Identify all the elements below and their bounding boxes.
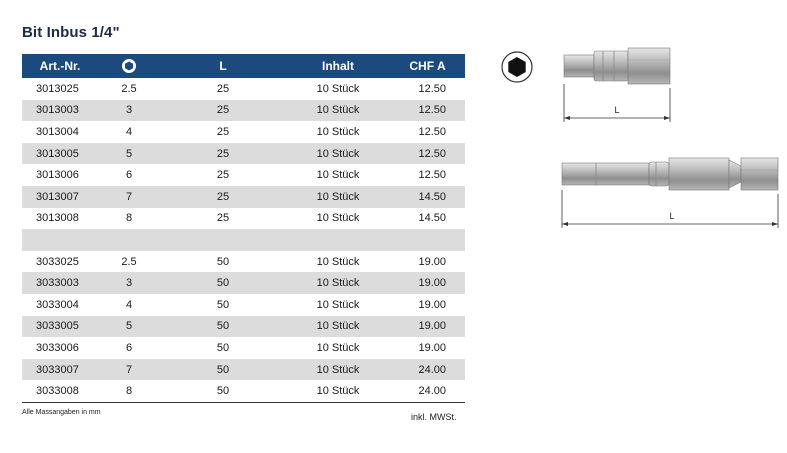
cell-art-nr: 3033008 (22, 380, 98, 402)
cell-price: 12.50 (390, 100, 465, 122)
cell-content: 10 Stück (286, 380, 390, 402)
cell-length: 25 (160, 78, 286, 100)
cell-diameter: 4 (98, 294, 160, 316)
cell-content: 10 Stück (286, 272, 390, 294)
cell-length: 50 (160, 251, 286, 273)
cell-content: 10 Stück (286, 316, 390, 338)
cell-art-nr: 3013007 (22, 186, 98, 208)
cell-content: 10 Stück (286, 294, 390, 316)
cell-price: 19.00 (390, 294, 465, 316)
cell-length: 25 (160, 164, 286, 186)
header-price: CHF A (390, 54, 465, 78)
vat-note: inkl. MWSt. (411, 412, 457, 422)
dimensions-note: Alle Massangaben in mm (22, 409, 101, 416)
cell-length: 50 (160, 359, 286, 381)
cell-art-nr: 3033007 (22, 359, 98, 381)
cell-diameter: 3 (98, 100, 160, 122)
cell-price: 12.50 (390, 143, 465, 165)
cell-price: 12.50 (390, 78, 465, 100)
cell-content: 10 Stück (286, 359, 390, 381)
cell-price: 19.00 (390, 251, 465, 273)
cell-length: 25 (160, 100, 286, 122)
cell-diameter: 5 (98, 143, 160, 165)
cell-content: 10 Stück (286, 208, 390, 230)
cell-diameter: 7 (98, 186, 160, 208)
cell-price: 12.50 (390, 164, 465, 186)
cell-content: 10 Stück (286, 121, 390, 143)
cell-length: 25 (160, 186, 286, 208)
cell-art-nr: 3033025 (22, 251, 98, 273)
cell-art-nr: 3013004 (22, 121, 98, 143)
cell-content: 10 Stück (286, 78, 390, 100)
cell-length: 50 (160, 337, 286, 359)
cell-diameter: 4 (98, 121, 160, 143)
header-content: Inhalt (286, 54, 390, 78)
cell-content: 10 Stück (286, 186, 390, 208)
cell-art-nr: 3013006 (22, 164, 98, 186)
cell-diameter: 8 (98, 380, 160, 402)
cell-art-nr: 3033003 (22, 272, 98, 294)
cell-content: 10 Stück (286, 251, 390, 273)
cell-diameter: 2.5 (98, 78, 160, 100)
cell-diameter: 2.5 (98, 251, 160, 273)
cell-length: 50 (160, 272, 286, 294)
cell-price: 19.00 (390, 337, 465, 359)
long-bit-dimension (562, 190, 778, 228)
cell-art-nr: 3013005 (22, 143, 98, 165)
short-bit-image (564, 48, 670, 84)
header-art-nr: Art.-Nr. (22, 54, 98, 78)
hexagon-profile-icon (502, 52, 532, 82)
cell-diameter: 5 (98, 316, 160, 338)
short-bit-length-label: L (614, 105, 620, 115)
cell-content: 10 Stück (286, 100, 390, 122)
cell-price: 24.00 (390, 380, 465, 402)
cell-art-nr: 3033004 (22, 294, 98, 316)
cell-art-nr: 3033005 (22, 316, 98, 338)
cell-price: 12.50 (390, 121, 465, 143)
page-title: Bit Inbus 1/4" (22, 24, 120, 41)
cell-content: 10 Stück (286, 337, 390, 359)
long-bit-image (562, 158, 778, 190)
cell-art-nr: 3033006 (22, 337, 98, 359)
cell-price: 19.00 (390, 272, 465, 294)
header-length: L (160, 54, 286, 78)
cell-art-nr: 3013025 (22, 78, 98, 100)
cell-diameter: 7 (98, 359, 160, 381)
cell-diameter: 3 (98, 272, 160, 294)
cell-diameter: 8 (98, 208, 160, 230)
cell-length: 50 (160, 294, 286, 316)
cell-diameter: 6 (98, 164, 160, 186)
short-bit-dimension (564, 84, 670, 122)
cell-art-nr: 3013003 (22, 100, 98, 122)
long-bit-length-label: L (669, 211, 675, 221)
cell-length: 25 (160, 208, 286, 230)
cell-length: 25 (160, 143, 286, 165)
cell-length: 50 (160, 380, 286, 402)
cell-length: 50 (160, 316, 286, 338)
cell-art-nr: 3013008 (22, 208, 98, 230)
cell-content: 10 Stück (286, 143, 390, 165)
cell-diameter: 6 (98, 337, 160, 359)
cell-length: 25 (160, 121, 286, 143)
cell-price: 24.00 (390, 359, 465, 381)
cell-content: 10 Stück (286, 164, 390, 186)
cell-price: 14.50 (390, 186, 465, 208)
cell-price: 19.00 (390, 316, 465, 338)
cell-price: 14.50 (390, 208, 465, 230)
